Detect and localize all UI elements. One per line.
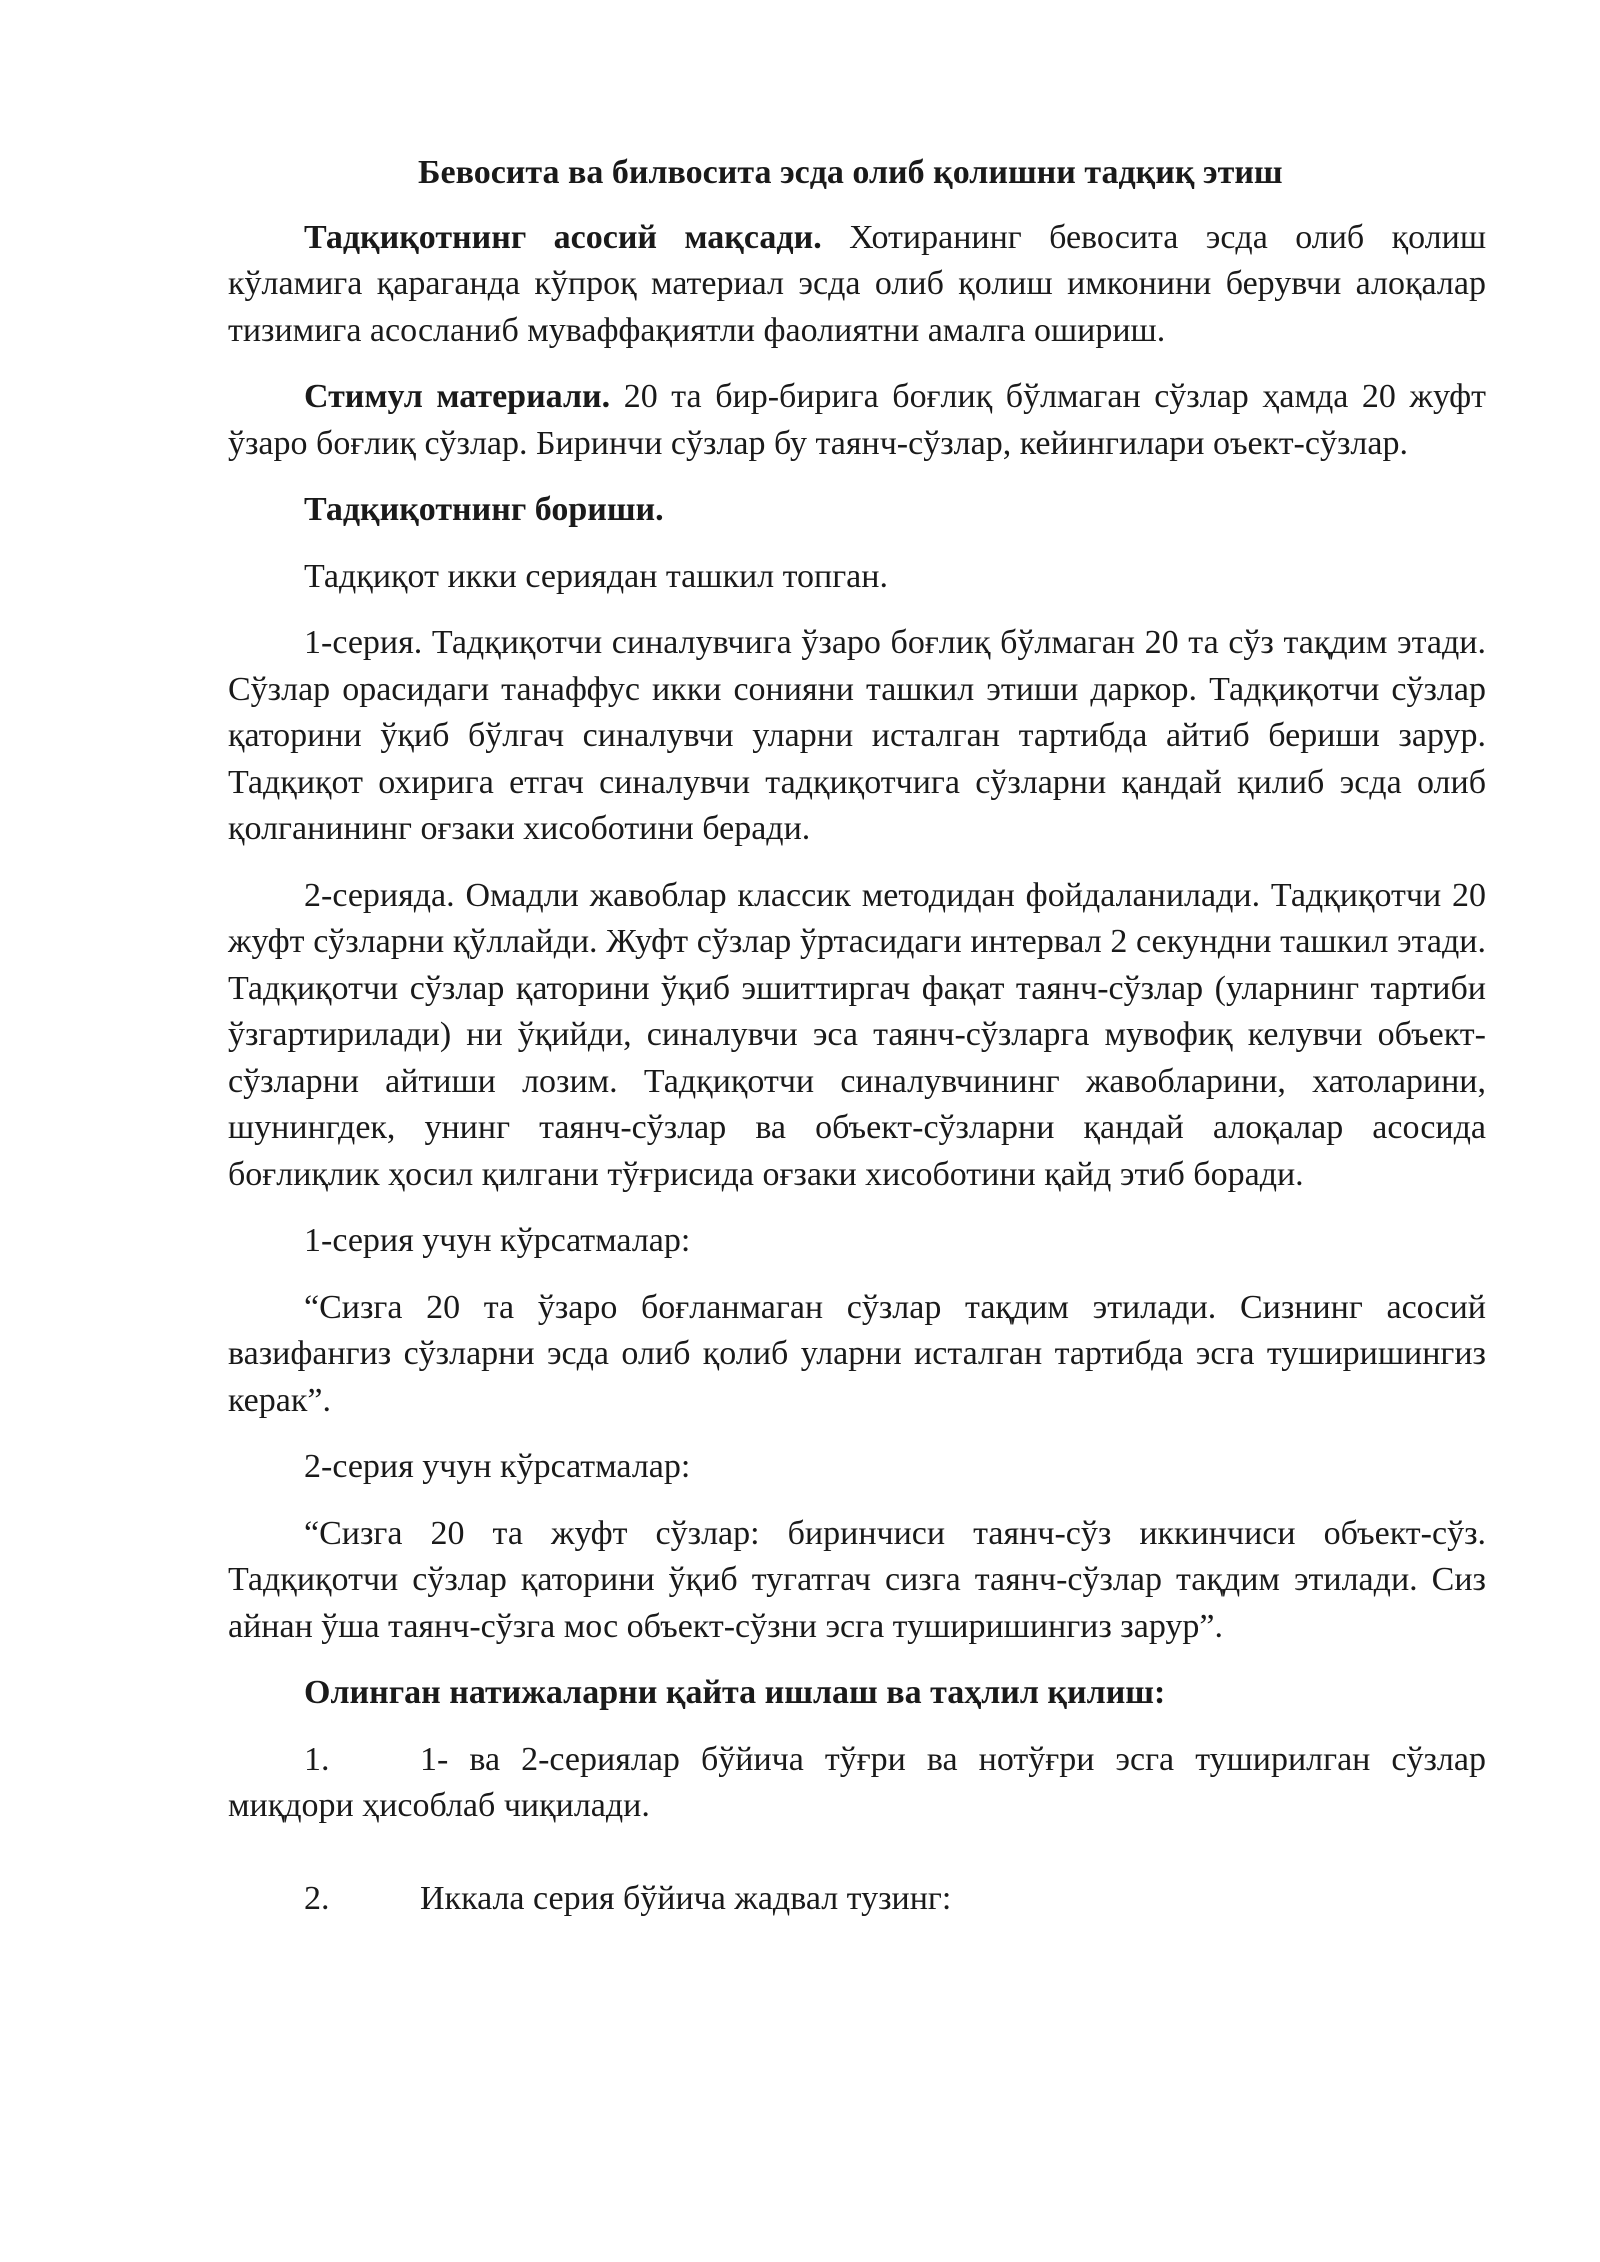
series1-paragraph: 1-серия. Тадқиқотчи синалувчига ўзаро боғлиқ бўлмаган 20 та сўз тақдим этади. Сўзлар орасидаги танаффус икки сонияни ташкил этиши даркор. Тадқиқотчи сўзлар қаторини ўқиб бўлгач синалувчи уларни исталган тартибда айтиб бериши зарур. Тадқиқот охирига етгач синалувчи тадқиқотчига сўзларни қандай қилиб эсда олиб қолганининг оғзаки хисоботини беради. [228, 624, 1486, 847]
purpose-paragraph [228, 215, 1486, 355]
stimulus-text: 20 та бир-бирига боғлиқ бўлмаган сўзлар ҳамда 20 жуфт ўзаро боғлиқ сўзлар. Биринчи сўзлар бу таянч-сўзлар, кейингилари оъект-сўзлар. [228, 378, 1487, 462]
procedure-intro: Тадқиқот икки сериядан ташкил топган. [304, 557, 888, 595]
step-2-number: 2. [304, 1879, 330, 1917]
step-1-number: 1. [304, 1740, 330, 1778]
procedure-heading: Тадқиқотнинг бориши. [304, 491, 664, 528]
stimulus-label: Стимул материали. [304, 378, 611, 415]
instructions2-text: “Сизга 20 та жуфт сўзлар: биринчиси таянч-сўз иккинчиси объект-сўз. Тадқиқотчи сўзлар қаторини ўқиб тугатгач сизга таянч-сўзлар тақдим этилади. Сиз айнан ўша таянч-сўзга мос объект-сўзни эсга туширишингиз зарур”. [228, 1514, 1486, 1645]
spacer [228, 1850, 1486, 1876]
step-1-text: 1- ва 2-сериялар бўйича тўғри ва нотўғри эсга туширилган сўзлар миқдори ҳисоблаб чиқилади. [228, 1740, 1486, 1824]
instructions2-label: 2-серия учун кўрсатмалар: [304, 1448, 691, 1485]
document-title: Бевосита ва билвосита эсда олиб қолишни тадқиқ этиш [418, 154, 1283, 191]
purpose-label: Тадқиқотнинг асосий мақсади. [304, 218, 822, 256]
step-1 [228, 1737, 1486, 1830]
instructions1-label: 1-серия учун кўрсатмалар: [304, 1222, 691, 1259]
purpose-text: Хотиранинг бевосита эсда олиб қолиш кўламига қараганда кўпроқ материал эсда олиб қолиш имконини берувчи алоқалар тизимига асосланиб муваффақиятли фаолиятни амалга ошириш. [228, 218, 1486, 349]
step-2-text: Иккала серия бўйича жадвал тузинг: [420, 1879, 952, 1917]
series2-paragraph: 2-серияда. Омадли жавоблар классик методидан фойдаланилади. Тадқиқотчи 20 жуфт сўзларни қўллайди. Жуфт сўзлар ўртасидаги интервал 2 секундни ташкил этади. Тадқиқотчи сўзлар қаторини ўқиб эшиттиргач фақат таянч-сўзлар (уларнинг тартиби ўзгартирилади) ни ўқийди, синалувчи эса таянч-сўзларга мувофиқ келувчи объект-сўзларни айтиши лозим. Тадқиқотчи синалувчининг жавобларини, хатоларини, шунингдек, унинг таянч-сўзлар ва объект-сўзларни қандай алоқалар асосида боғлиқлик ҳосил қилгани тўғрисида оғзаки хисоботини қайд этиб боради. [228, 876, 1486, 1193]
analysis-heading: Олинган натижаларни қайта ишлаш ва таҳлил қилиш: [304, 1674, 1166, 1711]
stimulus-paragraph [228, 374, 1486, 467]
document-body [228, 150, 1486, 1942]
instructions1-text: “Сизга 20 та ўзаро боғланмаган сўзлар тақдим этилади. Сизнинг асосий вазифангиз сўзларни эсда олиб қолиб уларни исталган тартибда эсга туширишингиз керак”. [228, 1288, 1486, 1419]
step-2 [228, 1876, 1486, 1923]
